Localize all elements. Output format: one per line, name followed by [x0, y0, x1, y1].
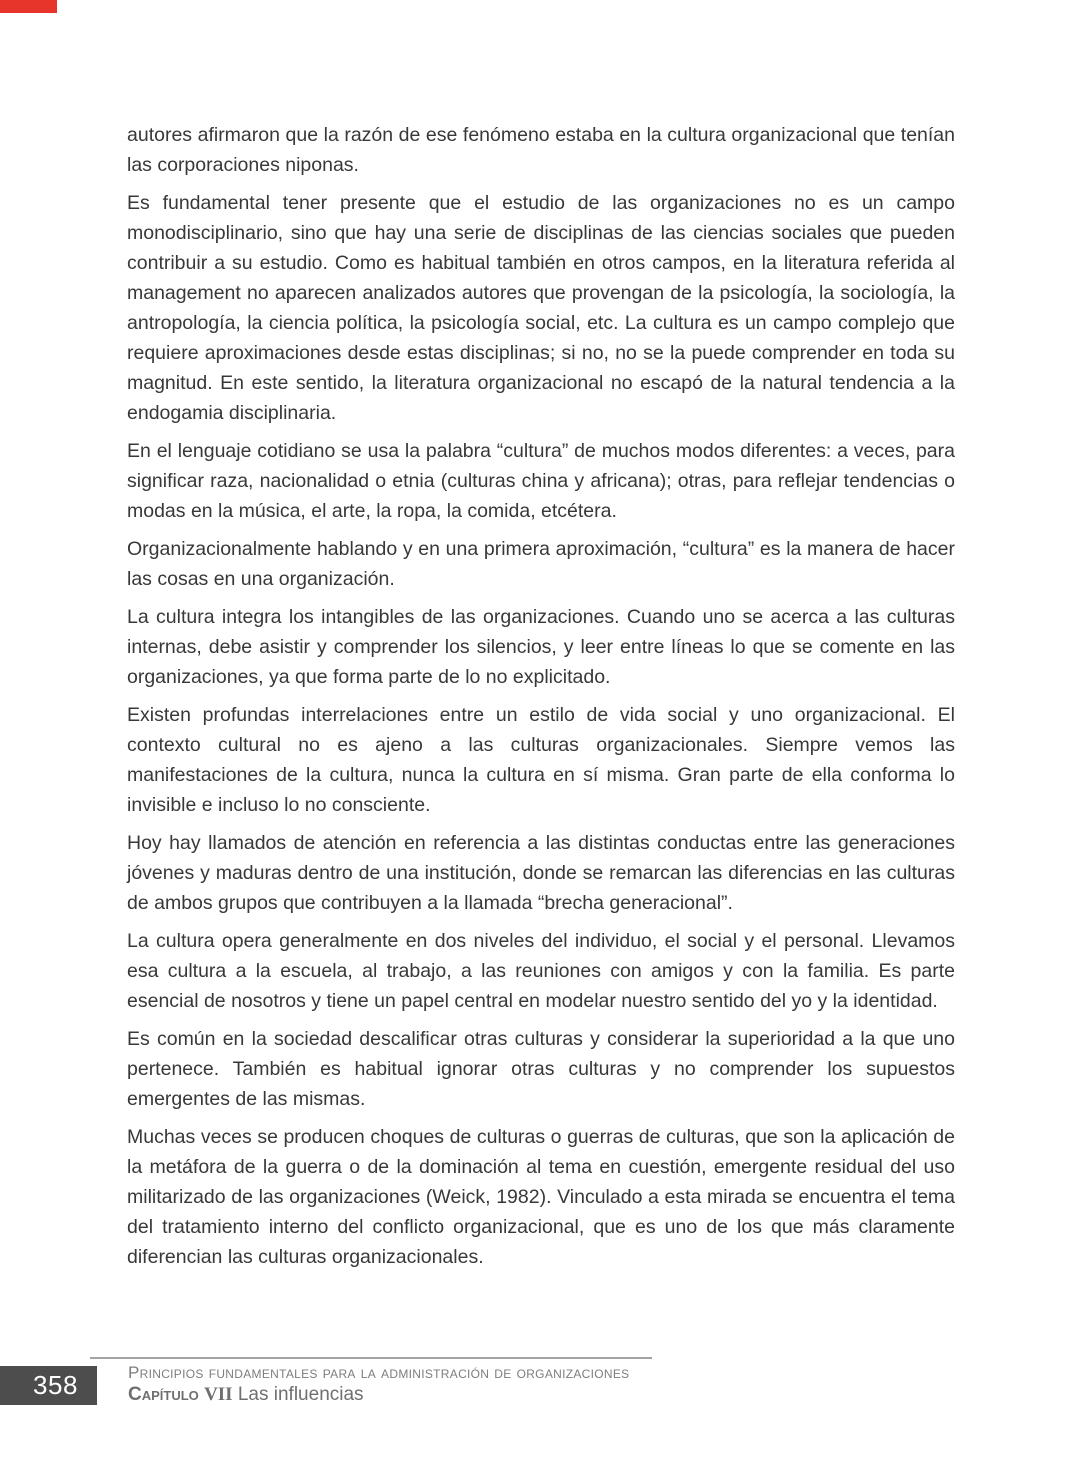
footer-text — [128, 1362, 629, 1407]
paragraph: autores afirmaron que la razón de ese fenómeno estaba en la cultura organizacional que tenían las corporaciones niponas. — [127, 124, 955, 176]
paragraph: Es común en la sociedad descalificar otras culturas y considerar la superioridad a la que uno pertenece. También es habitual ignorar otras culturas y no comprender los supuestos emergentes de las mismas. — [127, 1028, 955, 1110]
paragraph: En el lenguaje cotidiano se usa la palabra “cultura” de muchos modos diferentes: a veces, para significar raza, nacionalidad o etnia (culturas china y africana); otras, para reflejar tendencias o modas en la música, el arte, la ropa, la comida, etcétera. — [127, 440, 955, 522]
chapter-number: VII — [204, 1384, 233, 1405]
body-text — [127, 120, 955, 1280]
paragraph: Es fundamental tener presente que el estudio de las organizaciones no es un campo monodisciplinario, sino que hay una serie de disciplinas de las ciencias sociales que pueden contribuir a su estudio. Como es habitual también en otros campos, en la literatura referida al management no aparecen analizados autores que provengan de la psicología, la sociología, la antropología, la ciencia política, la psicología social, etc. La cultura es un campo complejo que requiere aproximaciones desde estas disciplinas; si no, no se la puede comprender en toda su magnitud. En este sentido, la literatura organizacional no escapó de la natural tendencia a la endogamia disciplinaria. — [127, 192, 955, 424]
book-title: Principios fundamentales para la administración de organizaciones — [128, 1363, 630, 1382]
footer-rule — [90, 1357, 652, 1359]
paragraph: Organizacionalmente hablando y en una primera aproximación, “cultura” es la manera de hacer las cosas en una organización. — [127, 538, 955, 590]
page-number-box — [0, 1366, 97, 1405]
paragraph: Hoy hay llamados de atención en referencia a las distintas conductas entre las generaciones jóvenes y maduras dentro de una institución, donde se remarcan las diferencias en las culturas de ambos grupos que contribuyen a la llamada “brecha generacional”. — [127, 832, 955, 914]
page-number: 358 — [33, 1370, 78, 1400]
paragraph: Muchas veces se producen choques de culturas o guerras de culturas, que son la aplicación de la metáfora de la guerra o de la dominación al tema en cuestión, emergente residual del uso militarizado de las organizaciones (Weick, 1982). Vinculado a esta mirada se encuentra el tema del tratamiento interno del conflicto organizacional, que es uno de los que más claramente diferencian las culturas organizacionales. — [127, 1126, 955, 1268]
paragraph: Existen profundas interrelaciones entre un estilo de vida social y uno organizacional. El contexto cultural no es ajeno a las culturas organizacionales. Siempre vemos las manifestaciones de la cultura, nunca la cultura en sí misma. Gran parte de ella conforma lo invisible e incluso lo no consciente. — [127, 704, 955, 816]
chapter-label: Capítulo — [128, 1384, 199, 1405]
corner-tab — [0, 0, 57, 13]
paragraph: La cultura integra los intangibles de las organizaciones. Cuando uno se acerca a las culturas internas, debe asistir y comprender los silencios, y leer entre líneas lo que se comente en las organizaciones, ya que forma parte de lo no explicitado. — [127, 606, 955, 688]
chapter-title: Las influencias — [237, 1384, 364, 1405]
chapter-line — [128, 1383, 629, 1407]
paragraph: La cultura opera generalmente en dos niveles del individuo, el social y el personal. Llevamos esa cultura a la escuela, al trabajo, a las reuniones con amigos y con la familia. Es parte esencial de nosotros y tiene un papel central en modelar nuestro sentido del yo y la identidad. — [127, 930, 955, 1012]
